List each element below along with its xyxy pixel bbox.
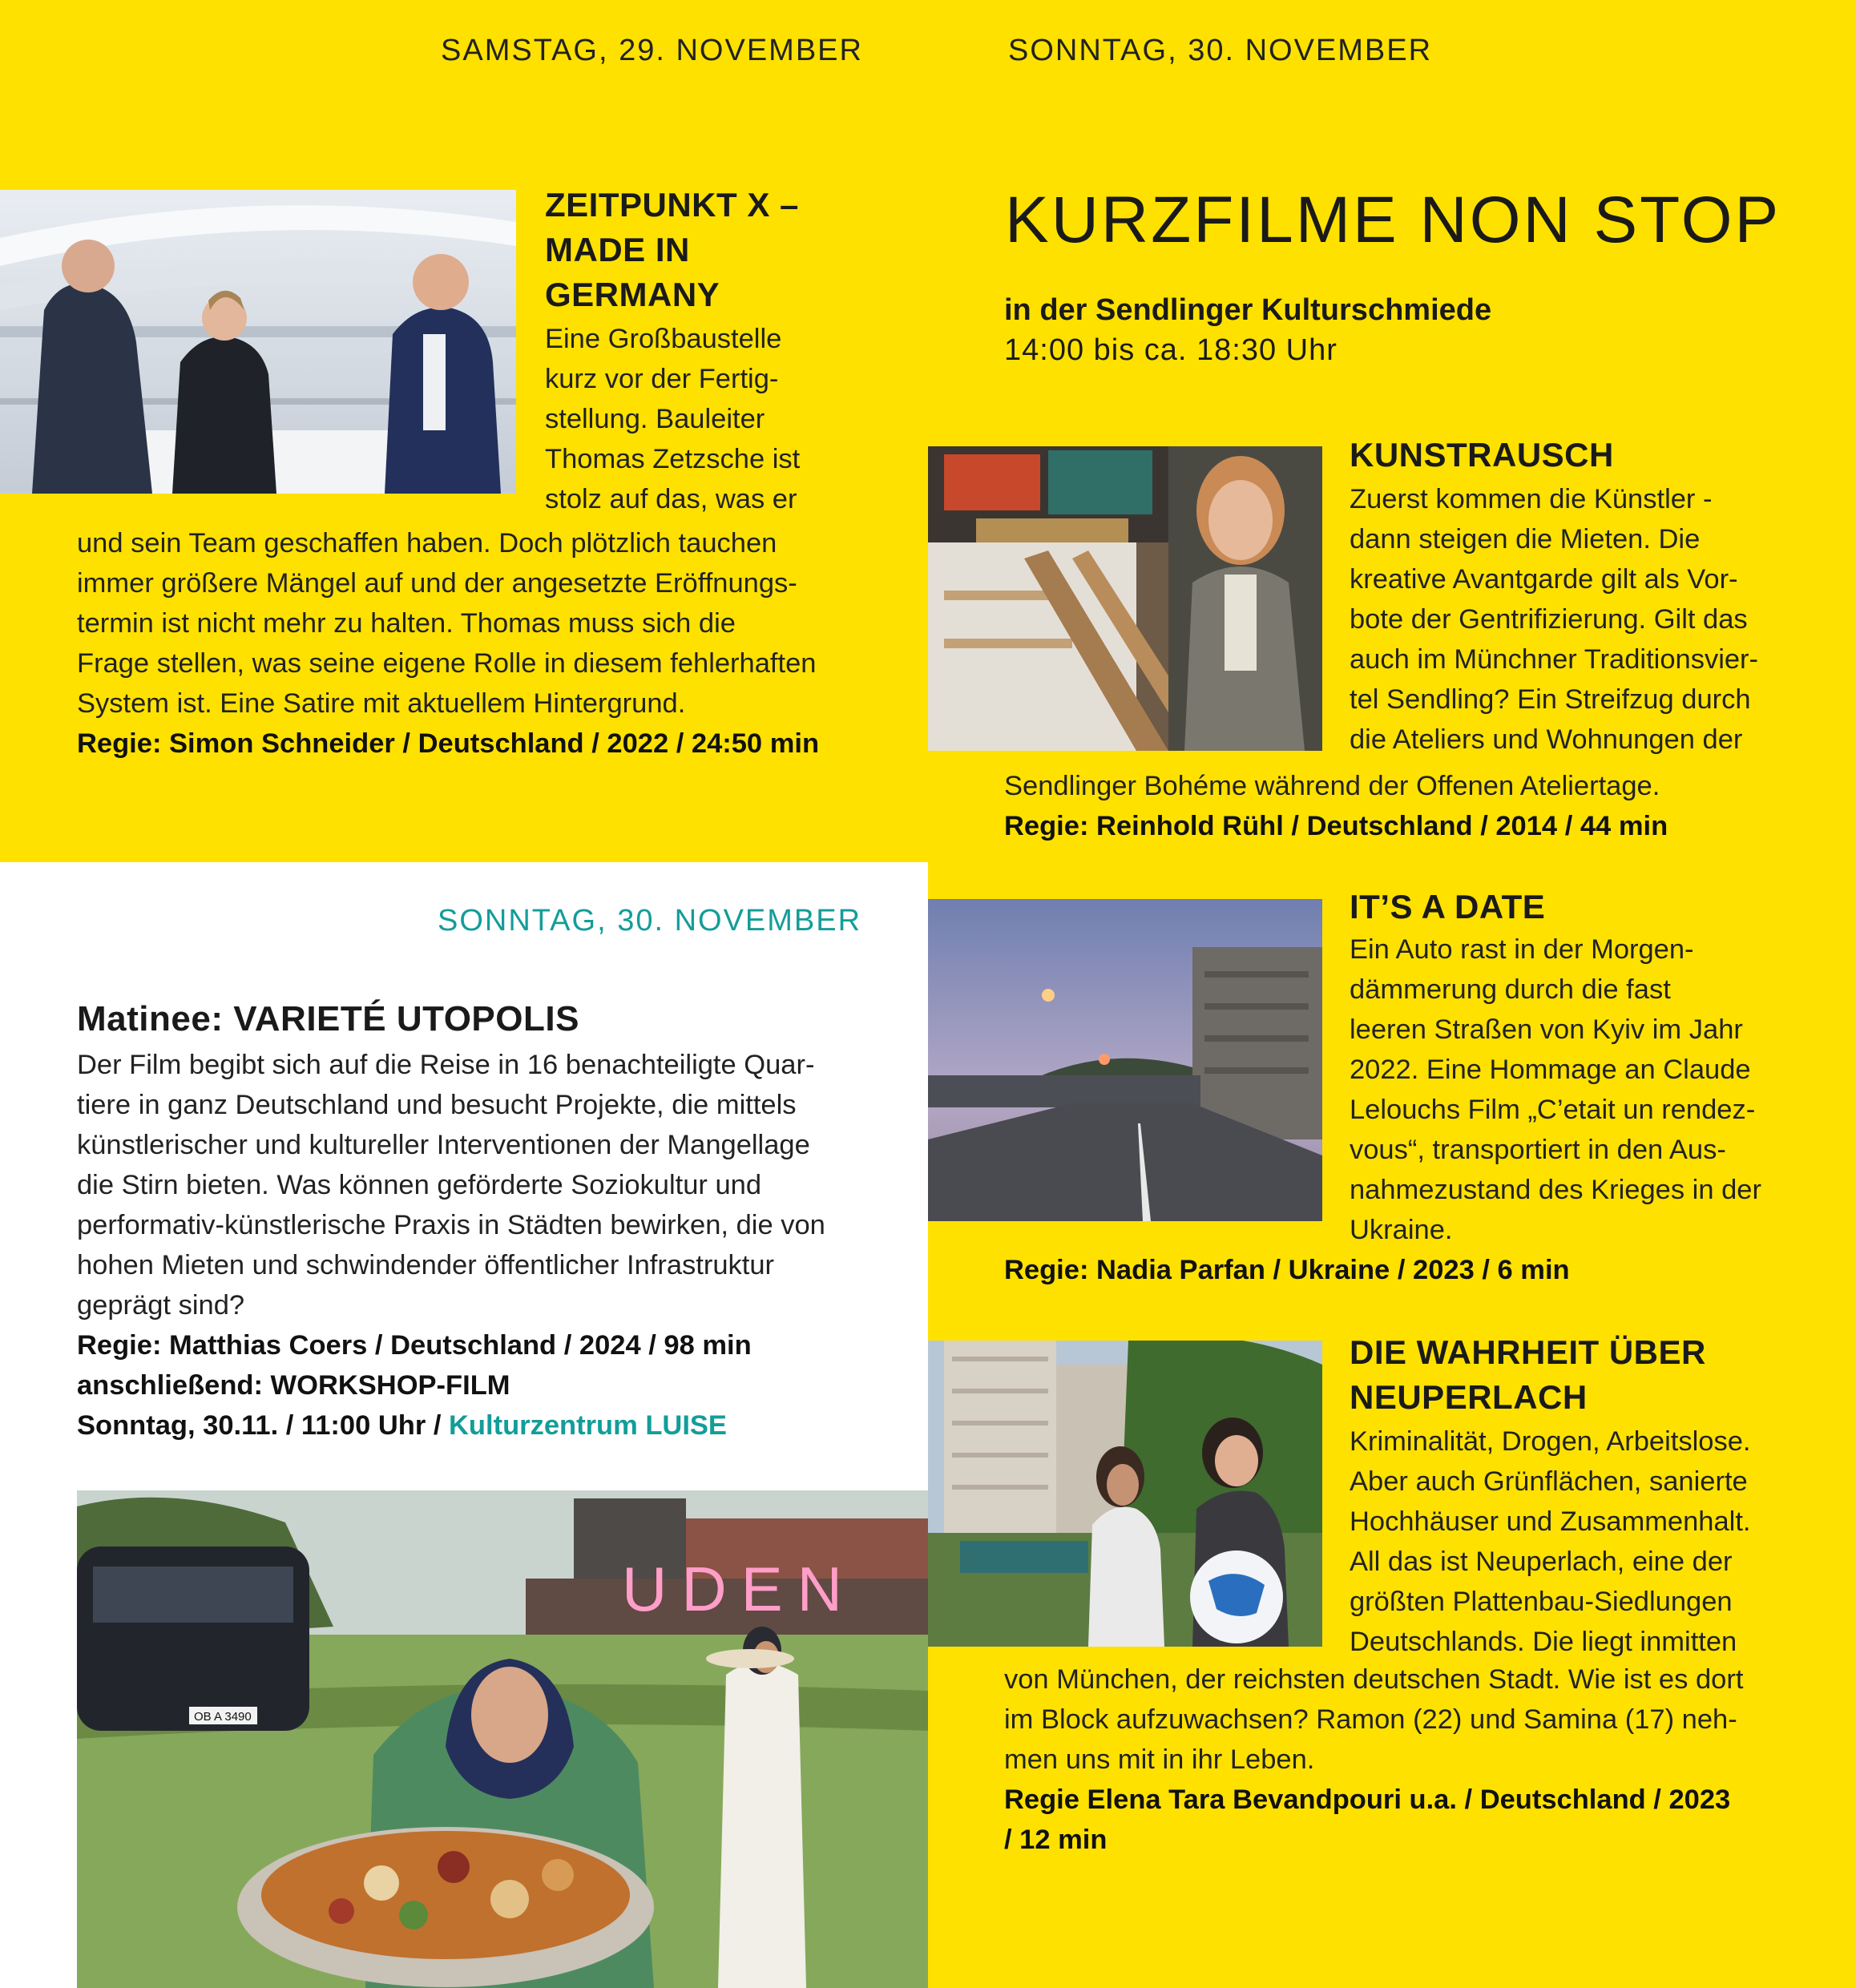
zeitpunkt-body-line: Frage stellen, was seine eigene Rolle in diesem fehlerhaften <box>77 648 817 679</box>
license-plate: OB A 3490 <box>194 1710 252 1724</box>
date-body-line: nahmezustand des Krieges in der <box>1350 1175 1761 1205</box>
neuperlach-body-full <box>1004 1659 1846 1860</box>
zeitpunkt-body-wrapped <box>545 319 898 519</box>
zeitpunkt-body-line: Thomas Zetzsche ist <box>545 444 801 474</box>
kunstrausch-body-line: dann steigen die Mieten. Die <box>1350 524 1701 554</box>
zeitpunkt-title-line-2: MADE IN <box>545 231 690 268</box>
matinee-body-line: hohen Mieten und schwindender öffentlicher Infrastruktur <box>77 1250 775 1280</box>
date-body-line: vous“, transportiert in den Aus- <box>1350 1135 1726 1165</box>
kunstrausch-body-full <box>1004 766 1846 846</box>
kunstrausch-body-line: Zuerst kommen die Künstler - <box>1350 484 1713 514</box>
kunstrausch-photo <box>928 446 1322 751</box>
neuperlach-body-line: Hochhäuser und Zusammenhalt. <box>1350 1506 1751 1537</box>
date-body <box>1350 929 1846 1250</box>
neuperlach-body-line: von München, der reichsten deutschen Stadt. Wie ist es dort <box>1004 1664 1744 1695</box>
neuperlach-body-line: Deutschlands. Die liegt inmitten <box>1350 1627 1737 1657</box>
date-body-line: 2022. Eine Hommage an Claude <box>1350 1054 1751 1085</box>
matinee-body-line: tiere in ganz Deutschland und besucht Projekte, die mittels <box>77 1090 797 1120</box>
zeitpunkt-body-line: stellung. Bauleiter <box>545 404 765 434</box>
zeitpunkt-body-line: kurz vor der Fertig- <box>545 364 779 394</box>
date-body-line: dämmerung durch die fast <box>1350 974 1671 1005</box>
matinee-photo <box>77 1490 928 1988</box>
kunstrausch-body-line: Sendlinger Bohéme während der Offenen Ateliertage. <box>1004 771 1660 801</box>
neuperlach-photo <box>928 1341 1322 1647</box>
zeitpunkt-body-full <box>77 523 918 764</box>
zeitpunkt-body-line: immer größere Mängel auf und der angesetzte Eröffnungs- <box>77 568 797 599</box>
matinee-when: Sonntag, 30.11. / 11:00 Uhr / <box>77 1410 450 1441</box>
matinee-body-line: künstlerischer und kultureller Interventionen der Mangellage <box>77 1130 810 1160</box>
zeitpunkt-title-line-1: ZEITPUNKT X – <box>545 186 799 224</box>
date-body-line: leeren Straßen von Kyiv im Jahr <box>1350 1014 1743 1045</box>
kurzfilme-location: in der Sendlinger Kulturschmiede <box>1004 293 1492 327</box>
kunstrausch-body-line: tel Sendling? Ein Streifzug durch <box>1350 684 1751 715</box>
kunstrausch-body-line: auch im Münchner Traditionsvier- <box>1350 644 1759 675</box>
day-heading-saturday: SAMSTAG, 29. NOVEMBER <box>441 34 863 67</box>
matinee-followup: anschließend: WORKSHOP-FILM <box>77 1370 510 1401</box>
matinee-credit: Regie: Matthias Coers / Deutschland / 2024 / 98 min <box>77 1330 752 1361</box>
zeitpunkt-photo <box>0 190 516 494</box>
kunstrausch-body-line: bote der Gentrifizierung. Gilt das <box>1350 604 1748 635</box>
matinee-day-heading: SONNTAG, 30. NOVEMBER <box>438 904 862 938</box>
kunstrausch-body-wrapped <box>1350 479 1846 760</box>
matinee-body-line: die Stirn bieten. Was können geförderte Soziokultur und <box>77 1170 762 1200</box>
kunstrausch-body-line: kreative Avantgarde gilt als Vor- <box>1350 564 1738 595</box>
neuperlach-body-line: men uns mit in ihr Leben. <box>1004 1744 1315 1775</box>
zeitpunkt-title-line-3: GERMANY <box>545 276 720 313</box>
kunstrausch-title: KUNSTRAUSCH <box>1350 436 1614 474</box>
date-photo <box>928 899 1322 1221</box>
neuperlach-body-line: größten Plattenbau-Siedlungen <box>1350 1587 1733 1617</box>
date-credit: Regie: Nadia Parfan / Ukraine / 2023 / 6 min <box>1004 1255 1570 1285</box>
zeitpunkt-body-line: Eine Großbaustelle <box>545 324 782 354</box>
matinee-body-line: Der Film begibt sich auf die Reise in 16 benachteiligte Quar- <box>77 1050 815 1080</box>
neuperlach-body-line: Kriminalität, Drogen, Arbeitslose. <box>1350 1426 1751 1457</box>
date-body-line: Ein Auto rast in der Morgen- <box>1350 934 1694 965</box>
kurzfilme-time: 14:00 bis ca. 18:30 Uhr <box>1004 333 1338 367</box>
neuperlach-body-line: Aber auch Grünflächen, sanierte <box>1350 1466 1748 1497</box>
day-heading-sunday: SONNTAG, 30. NOVEMBER <box>1008 34 1433 67</box>
neuperlach-title-line-2: NEUPERLACH <box>1350 1378 1588 1416</box>
zeitpunkt-body-line: und sein Team geschaffen haben. Doch plötzlich tauchen <box>77 528 777 558</box>
zeitpunkt-credit: Regie: Simon Schneider / Deutschland / 2022 / 24:50 min <box>77 728 820 759</box>
neuperlach-body-line: im Block aufzuwachsen? Ramon (22) und Samina (17) neh- <box>1004 1704 1737 1735</box>
matinee-body <box>77 1045 910 1325</box>
date-body-line: Ukraine. <box>1350 1215 1453 1245</box>
matinee-schedule <box>77 1405 910 1446</box>
neuperlach-credit-line-1: Regie Elena Tara Bevandpouri u.a. / Deutschland / 2023 <box>1004 1784 1731 1815</box>
date-body-line: Lelouchs Film „C’etait un rendez- <box>1350 1095 1756 1125</box>
matinee-venue-link[interactable]: Kulturzentrum LUISE <box>449 1410 727 1441</box>
matinee-body-line: performativ-künstlerische Praxis in Städten bewirken, die von <box>77 1210 825 1240</box>
neuperlach-body-wrapped <box>1350 1421 1846 1662</box>
matinee-body-line: geprägt sind? <box>77 1290 245 1321</box>
matinee-title: Matinee: VARIETÉ UTOPOLIS <box>77 999 579 1038</box>
kurzfilme-title: KURZFILME NON STOP <box>1005 183 1781 256</box>
zeitpunkt-body-line: System ist. Eine Satire mit aktuellem Hintergrund. <box>77 688 686 719</box>
neuperlach-credit-line-2: / 12 min <box>1004 1825 1108 1855</box>
photo-sign-text: UDEN <box>622 1554 857 1624</box>
neuperlach-body-line: All das ist Neuperlach, eine der <box>1350 1546 1733 1577</box>
date-title: IT’S A DATE <box>1350 888 1546 925</box>
zeitpunkt-body-line: termin ist nicht mehr zu halten. Thomas muss sich die <box>77 608 736 639</box>
neuperlach-title-line-1: DIE WAHRHEIT ÜBER <box>1350 1333 1706 1371</box>
zeitpunkt-body-line: stolz auf das, was er <box>545 484 797 514</box>
kunstrausch-body-line: die Ateliers und Wohnungen der <box>1350 724 1743 755</box>
kunstrausch-credit: Regie: Reinhold Rühl / Deutschland / 2014 / 44 min <box>1004 811 1668 841</box>
